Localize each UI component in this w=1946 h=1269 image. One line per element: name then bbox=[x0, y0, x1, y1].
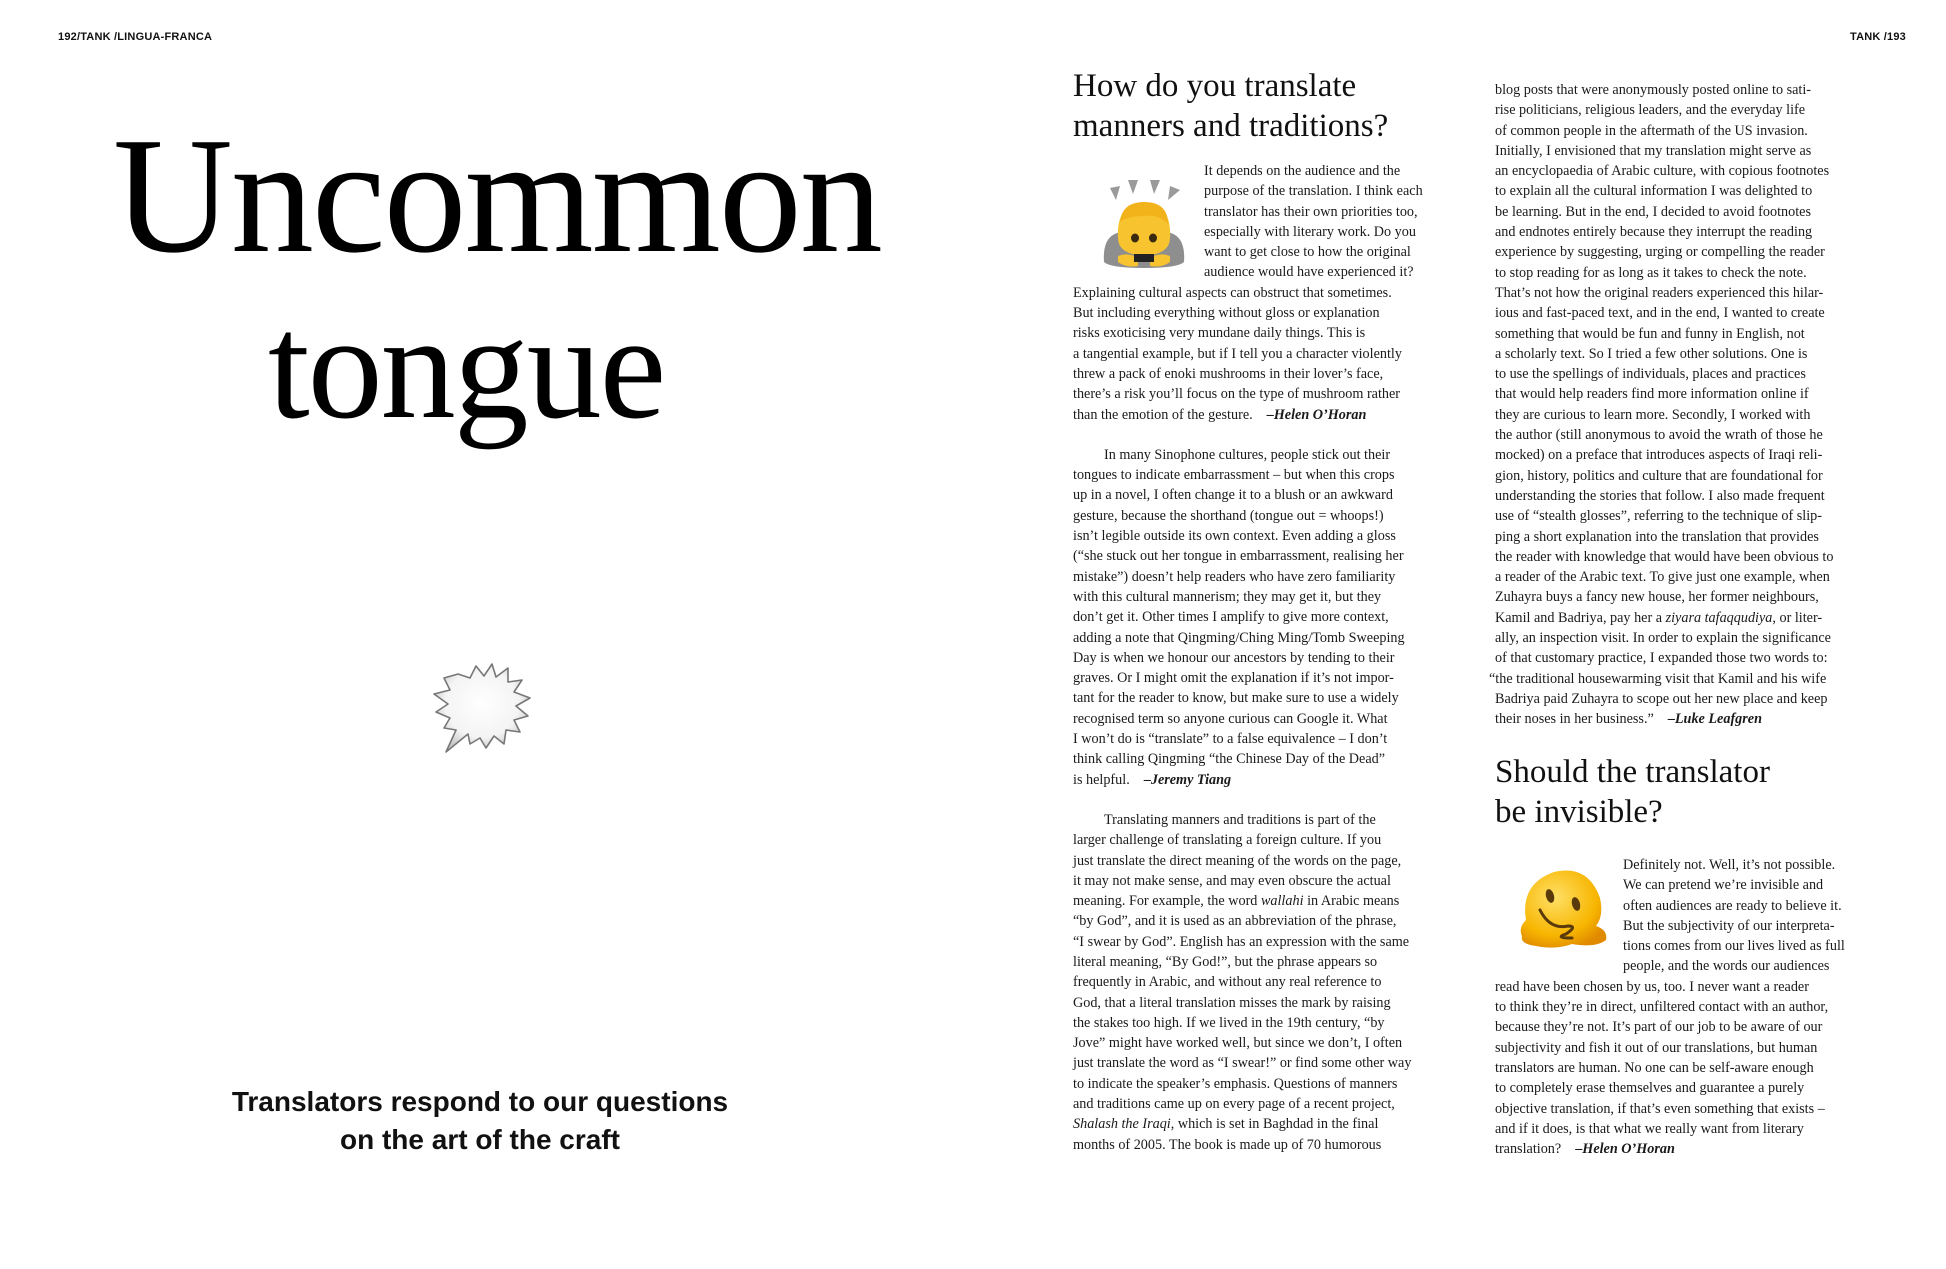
italic-term-wallahi: wallahi bbox=[1260, 893, 1304, 910]
answer-1-line: threw a pack of enoki mushrooms in their lover’s face, bbox=[1073, 365, 1384, 382]
answer-1-last-text: than the emotion of the gesture. bbox=[1073, 406, 1253, 423]
answer-3-line: the reader with knowledge that would have been obvious to bbox=[1495, 548, 1834, 565]
author-luke-leafgren: Luke Leafgren bbox=[1674, 711, 1762, 728]
answer-3-line: a scholarly text. So I tried a few other solutions. One is bbox=[1495, 345, 1808, 362]
answer-4 bbox=[1495, 855, 1915, 1159]
answer-1-line: But including everything without gloss or explanation bbox=[1073, 305, 1380, 322]
answer-1-line: there’s a risk you’ll focus on the type of mushroom rather bbox=[1073, 386, 1401, 403]
answer-3-line bbox=[1495, 709, 1915, 729]
answer-4-line: translators are human. No one can be self-aware enough bbox=[1495, 1059, 1814, 1076]
answer-2-line: up in a novel, I often change it to a blush or an awkward bbox=[1073, 487, 1393, 504]
answer-3-line: “the traditional housewarming visit that Kamil and his wife bbox=[1489, 670, 1827, 687]
answer-2-line: with this cultural mannerism; they may get it, but they bbox=[1073, 588, 1382, 605]
answer-2-line bbox=[1073, 770, 1473, 790]
answer-3-text: , which is set in Baghdad in the final bbox=[1170, 1116, 1379, 1133]
answer-3-line: “I swear by God”. English has an expression with the same bbox=[1073, 933, 1410, 950]
answer-2-line: tongues to indicate embarrassment – but when this crops bbox=[1073, 467, 1395, 484]
answer-2-line: recognised term so anyone curious can Google it. What bbox=[1073, 710, 1388, 727]
section-2-heading-line-1: Should the translator bbox=[1495, 754, 1770, 790]
answer-2-last-text: is helpful. bbox=[1073, 771, 1130, 788]
answer-3-line: an encyclopaedia of Arabic culture, with copious footnotes bbox=[1495, 163, 1830, 180]
answer-4-line: objective translation, if that’s even something that exists – bbox=[1495, 1100, 1825, 1117]
author-jeremy-tiang: Jeremy Tiang bbox=[1150, 771, 1232, 788]
answer-1-line bbox=[1073, 405, 1473, 425]
answer-3-line: experience by suggesting, urging or compelling the reader bbox=[1495, 244, 1825, 261]
attribution-dash: – bbox=[1143, 771, 1151, 788]
answer-3-line: ping a short explanation into the translation that provides bbox=[1495, 528, 1819, 545]
answer-3-last-text: their noses in her business.” bbox=[1495, 711, 1654, 728]
answer-4-line: because they’re not. It’s part of our job to be aware of our bbox=[1495, 1019, 1823, 1036]
answer-3-line: that would help readers find more information online if bbox=[1495, 386, 1809, 403]
answer-3-line: frequently in Arabic, and without any real reference to bbox=[1073, 974, 1382, 991]
answer-4-line: Definitely not. Well, it’s not possible. bbox=[1623, 857, 1836, 873]
section-1-heading-line-2: manners and traditions? bbox=[1073, 108, 1389, 144]
answer-3-line: Translating manners and traditions is part of the bbox=[1104, 811, 1376, 828]
subtitle-line-1: Translators respond to our questions bbox=[231, 1086, 729, 1117]
running-head-left: 192/TANK /LINGUA-FRANCA bbox=[58, 31, 213, 43]
subtitle-line-2: on the art of the craft bbox=[339, 1124, 620, 1155]
answer-4-line bbox=[1495, 1139, 1915, 1159]
answer-4-line: people, and the words our audiences bbox=[1623, 958, 1830, 975]
answer-1-line: especially with literary work. Do you bbox=[1204, 223, 1416, 240]
answer-3-line: larger challenge of translating a foreign culture. If you bbox=[1073, 832, 1382, 849]
answer-3-text: in Arabic means bbox=[1303, 893, 1400, 910]
answer-4-last-text: translation? bbox=[1495, 1141, 1562, 1158]
section-1-heading-line-1: How do you translate bbox=[1073, 68, 1357, 104]
section-2-heading bbox=[1495, 752, 1770, 832]
answer-3-line: use of “stealth glosses”, referring to the technique of slip- bbox=[1495, 508, 1822, 525]
section-1-heading bbox=[1073, 66, 1388, 146]
answer-3-line: to use the spellings of individuals, places and practices bbox=[1495, 366, 1806, 383]
answer-4-line: tions comes from our lives lived as full bbox=[1623, 938, 1845, 955]
answer-2-line: gesture, because the shorthand (tongue out = whoops!) bbox=[1073, 507, 1384, 524]
answer-3-line: to explain all the cultural information I was delighted to bbox=[1495, 183, 1813, 200]
answer-3-line: of that customary practice, I expanded those two words to: bbox=[1495, 650, 1828, 667]
answer-4-line: to completely erase themselves and guarantee a purely bbox=[1495, 1080, 1805, 1097]
answer-3-line bbox=[1073, 1114, 1473, 1134]
answer-3-line: ally, an inspection visit. In order to explain the significance bbox=[1495, 630, 1831, 647]
answer-3-line: and traditions came up on every page of a recent project, bbox=[1073, 1096, 1395, 1113]
italic-book-title: Shalash the Iraqi bbox=[1073, 1116, 1171, 1133]
answer-3-line: ious and fast-paced text, and in the end, I wanted to create bbox=[1495, 305, 1825, 322]
answer-3-line: Zuhayra buys a fancy new house, her former neighbours, bbox=[1495, 589, 1819, 606]
answer-3-line: and endnotes entirely because they interrupt the reading bbox=[1495, 224, 1813, 241]
answer-3-text: Kamil and Badriya, pay her a bbox=[1495, 609, 1666, 626]
author-helen-ohoran: Helen O’Horan bbox=[1273, 406, 1367, 423]
running-head-right: TANK /193 bbox=[1850, 31, 1906, 43]
attribution-dash: – bbox=[1667, 711, 1675, 728]
answer-2-line: mistake”) doesn’t help readers who have zero familiarity bbox=[1073, 568, 1396, 585]
answer-3-line: Initially, I envisioned that my translation might serve as bbox=[1495, 142, 1812, 159]
answer-3-line: it may not make sense, and may even obscure the actual bbox=[1073, 872, 1391, 889]
answer-2-line: don’t get it. Other times I amplify to give more context, bbox=[1073, 609, 1389, 626]
answer-4-line: read have been chosen by us, too. I never want a reader bbox=[1495, 978, 1809, 995]
answer-2-line: tant for the reader to know, but make sure to use a widely bbox=[1073, 690, 1399, 707]
answer-3-line: of common people in the aftermath of the US invasion. bbox=[1495, 122, 1808, 139]
answer-1-line: want to get close to how the original bbox=[1204, 244, 1411, 261]
answer-2-line: think calling Qingming “the Chinese Day of the Dead” bbox=[1073, 751, 1386, 768]
answer-3-line: just translate the word as “I swear!” or find some other way bbox=[1073, 1055, 1412, 1072]
speech-burst-icon bbox=[428, 660, 538, 760]
answer-1-line: risks exoticising very mundane daily things. This is bbox=[1073, 325, 1366, 342]
answer-3-line: be learning. But in the end, I decided to avoid footnotes bbox=[1495, 203, 1811, 220]
attribution-dash: – bbox=[1575, 1141, 1583, 1158]
answer-3-line bbox=[1495, 608, 1915, 628]
answer-3-text: meaning. For example, the word bbox=[1073, 893, 1261, 910]
answer-4-line: and if it does, is that what we really want from literary bbox=[1495, 1120, 1804, 1137]
answer-3-line: they are curious to learn more. Secondly, I worked with bbox=[1495, 406, 1811, 423]
page-title-line-2: tongue bbox=[268, 284, 665, 450]
answer-1-line: purpose of the translation. I think each bbox=[1204, 183, 1423, 200]
answer-2-line: I won’t do is “translate” to a false equivalence – I don’t bbox=[1073, 731, 1388, 748]
answer-1-line: a tangential example, but if I tell you a character violently bbox=[1073, 345, 1402, 362]
answer-2-line: adding a note that Qingming/Ching Ming/Tomb Sweeping bbox=[1073, 629, 1405, 646]
answer-3-line: the author (still anonymous to avoid the wrath of those he bbox=[1495, 427, 1823, 444]
answer-3-line: God, that a literal translation misses the mark by raising bbox=[1073, 994, 1391, 1011]
answer-4-line: subjectivity and fish it out of our translations, but human bbox=[1495, 1039, 1818, 1056]
answer-4-line: We can pretend we’re invisible and bbox=[1623, 877, 1824, 894]
page-title-line-1: Uncommon bbox=[113, 103, 881, 287]
answer-4-line: often audiences are ready to believe it. bbox=[1623, 897, 1842, 914]
answer-1-line: audience would have experienced it? bbox=[1204, 264, 1414, 281]
answer-2-line: graves. Or I might omit the explanation if it’s not impor- bbox=[1073, 670, 1394, 687]
answer-3-line: to indicate the speaker’s emphasis. Questions of manners bbox=[1073, 1075, 1398, 1092]
answer-4-line: But the subjectivity of our interpreta- bbox=[1623, 917, 1835, 934]
answer-1-line: It depends on the audience and the bbox=[1204, 163, 1401, 179]
answer-3-line bbox=[1073, 891, 1473, 911]
italic-term-ziyara: ziyara tafaqqudiya bbox=[1665, 609, 1773, 626]
answer-2-line: Day is when we honour our ancestors by tending to their bbox=[1073, 649, 1395, 666]
answer-3-line: to stop reading for as long as it takes to check the note. bbox=[1495, 264, 1807, 281]
answer-3-line: Jove” might have worked well, but since we don’t, I often bbox=[1073, 1035, 1403, 1052]
answer-3-line: That’s not how the original readers experienced this hilar- bbox=[1495, 284, 1824, 301]
answer-3-continued bbox=[1489, 80, 1915, 730]
answer-4-line: to think they’re in direct, unfiltered contact with an author, bbox=[1495, 999, 1829, 1016]
answer-3-line: months of 2005. The book is made up of 70 humorous bbox=[1073, 1136, 1382, 1153]
answer-3-text: , or liter- bbox=[1772, 609, 1823, 626]
answer-3-line: gion, history, politics and culture that are foundational for bbox=[1495, 467, 1823, 484]
answer-2-line: (“she stuck out her tongue in embarrassment, realising her bbox=[1073, 548, 1404, 565]
answer-3-line: a reader of the Arabic text. To give just one example, when bbox=[1495, 569, 1830, 586]
answer-3-line: just translate the direct meaning of the words on the page, bbox=[1073, 852, 1402, 869]
answer-1-line: Explaining cultural aspects can obstruct that sometimes. bbox=[1073, 284, 1392, 301]
answer-3-line: the stakes too high. If we lived in the 19th century, “by bbox=[1073, 1014, 1385, 1031]
answer-3-line: Badriya paid Zuhayra to scope out her new place and keep bbox=[1495, 690, 1828, 707]
answer-3-line: understanding the stories that follow. I also made frequent bbox=[1495, 487, 1825, 504]
page-subtitle bbox=[160, 1083, 800, 1159]
answer-3-line: literal meaning, “By God!”, but the phrase appears so bbox=[1073, 953, 1378, 970]
answer-2-line: isn’t legible outside its own context. Even adding a gloss bbox=[1073, 528, 1396, 545]
answer-3-line: something that would be fun and funny in English, not bbox=[1495, 325, 1805, 342]
answer-1 bbox=[1073, 161, 1473, 1155]
answer-3-line: “by God”, and it is used as an abbreviation of the phrase, bbox=[1073, 913, 1397, 930]
section-2-heading-line-2: be invisible? bbox=[1495, 794, 1663, 830]
answer-3-line: mocked) on a preface that introduces aspects of Iraqi reli- bbox=[1495, 447, 1823, 464]
attribution-dash: – bbox=[1266, 406, 1274, 423]
author-helen-ohoran: Helen O’Horan bbox=[1582, 1141, 1675, 1158]
answer-2-line: In many Sinophone cultures, people stick out their bbox=[1104, 446, 1391, 463]
answer-1-line: translator has their own priorities too, bbox=[1204, 203, 1418, 220]
answer-3-line: rise politicians, religious leaders, and the everyday life bbox=[1495, 102, 1806, 119]
answer-3-line: blog posts that were anonymously posted online to sati- bbox=[1495, 82, 1812, 98]
